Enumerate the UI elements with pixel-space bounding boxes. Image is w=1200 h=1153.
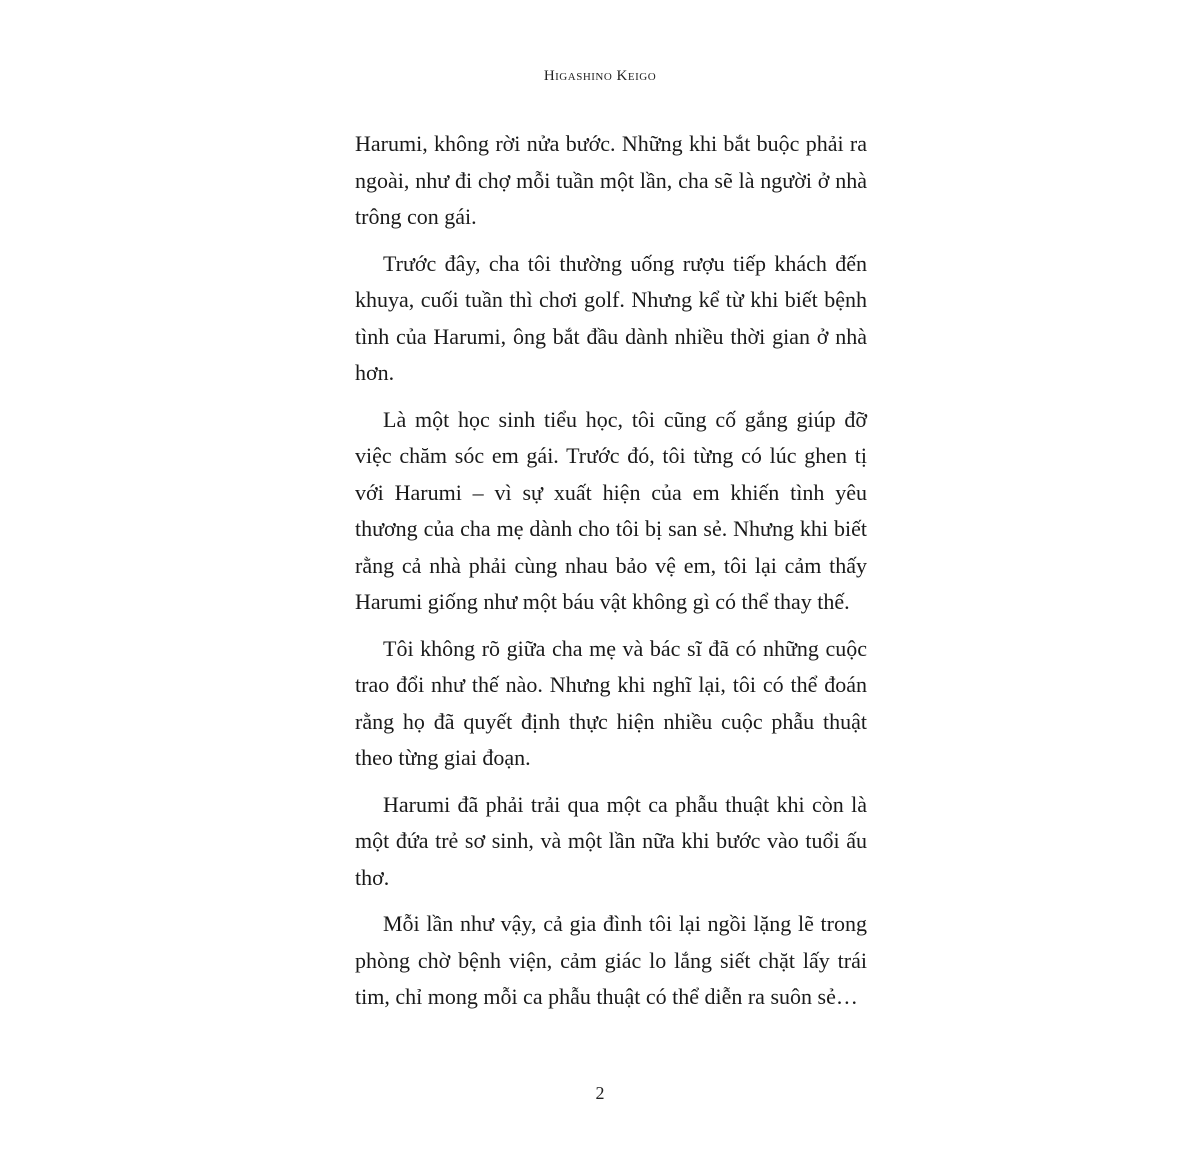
paragraph: Là một học sinh tiểu học, tôi cũng cố gắng giúp đỡ việc chăm sóc em gái. Trước đó, tôi từng có lúc ghen tị với Harumi – vì sự xuất hiện của em khiến tình yêu thương của cha mẹ dành cho tôi bị san sẻ. Nhưng khi biết rằng cả nhà phải cùng nhau bảo vệ em, tôi lại cảm thấy Harumi giống như một báu vật không gì có thể thay thế. [355, 406, 867, 614]
paragraph: Tôi không rõ giữa cha mẹ và bác sĩ đã có những cuộc trao đổi như thế nào. Nhưng khi nghĩ lại, tôi có thể đoán rằng họ đã quyết định thực hiện nhiều cuộc phẫu thuật theo từng giai đoạn. [355, 635, 867, 770]
paragraph: Harumi đã phải trải qua một ca phẫu thuật khi còn là một đứa trẻ sơ sinh, và một lần nữa khi bước vào tuổi ấu thơ. [355, 791, 867, 890]
paragraph: Trước đây, cha tôi thường uống rượu tiếp khách đến khuya, cuối tuần thì chơi golf. Nhưng kể từ khi biết bệnh tình của Harumi, ông bắt đầu dành nhiều thời gian ở nhà hơn. [355, 250, 867, 385]
body-text [355, 126, 867, 1026]
page-number: 2 [595, 1083, 605, 1103]
paragraph: Mỗi lần như vậy, cả gia đình tôi lại ngồi lặng lẽ trong phòng chờ bệnh viện, cảm giác lo lắng siết chặt lấy trái tim, chỉ mong mỗi ca phẫu thuật có thể diễn ra suôn sẻ… [355, 911, 867, 1009]
paragraph: Harumi, không rời nửa bước. Những khi bắt buộc phải ra ngoài, như đi chợ mỗi tuần một lần, cha sẽ là người ở nhà trông con gái. [355, 131, 867, 229]
running-header: Higashino Keigo [543, 68, 657, 84]
